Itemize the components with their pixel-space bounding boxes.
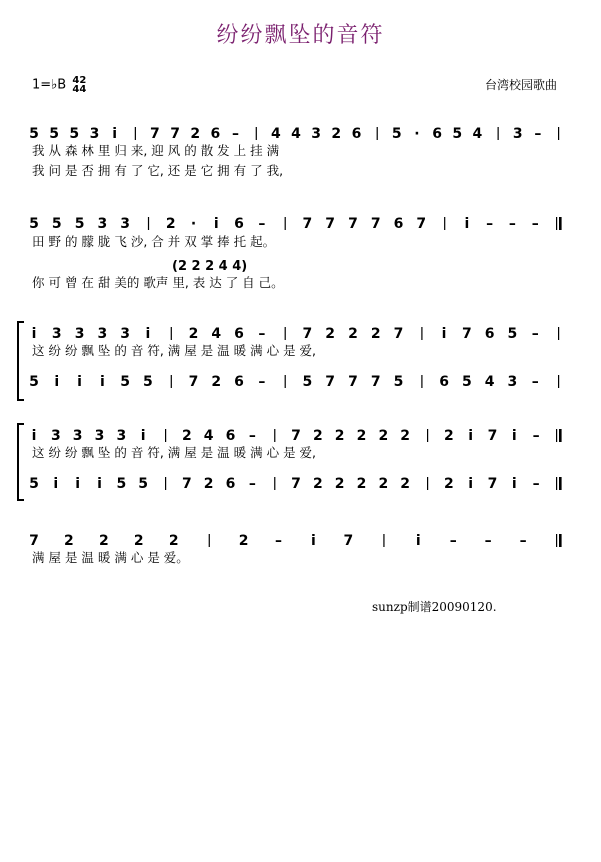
note: 6	[439, 374, 449, 390]
note: –	[258, 374, 266, 390]
note: 2	[203, 476, 214, 492]
note: 7	[348, 374, 358, 390]
note: 4	[472, 126, 483, 142]
note: 3	[311, 126, 322, 142]
barline	[427, 429, 428, 442]
note: 2	[370, 326, 381, 342]
note: 2	[400, 476, 411, 492]
barline	[209, 534, 210, 547]
note: i	[511, 428, 517, 444]
note: 3	[120, 216, 131, 232]
note: i	[140, 428, 146, 444]
meter-den-2: 4	[79, 84, 87, 95]
barline	[171, 375, 172, 388]
final-barline-thick	[559, 477, 562, 490]
note: 2	[348, 326, 358, 342]
note: i	[97, 476, 102, 492]
barline	[274, 477, 275, 490]
barline	[558, 327, 559, 340]
note: 2	[356, 428, 367, 444]
note: 2	[312, 428, 323, 444]
note: 5	[29, 216, 39, 232]
note: 6	[432, 126, 442, 142]
note: 7	[370, 374, 381, 390]
barline	[256, 127, 257, 140]
note: 3	[120, 326, 131, 342]
note: 3	[50, 428, 61, 444]
note: 6	[351, 126, 362, 142]
note: 5	[69, 126, 80, 142]
note: –	[275, 533, 283, 549]
note: 3	[512, 126, 523, 142]
final-barline-thick	[559, 429, 562, 442]
note: i	[75, 476, 81, 492]
note: 7	[343, 533, 354, 549]
note: 7	[416, 216, 427, 232]
note: 2	[378, 476, 389, 492]
note: 7	[181, 476, 192, 492]
note: i	[213, 216, 219, 232]
barline	[377, 127, 378, 140]
note: –	[484, 533, 492, 549]
note: 2	[400, 428, 411, 444]
barline	[171, 327, 172, 340]
note: 2	[312, 476, 323, 492]
note: 7	[325, 374, 336, 390]
note: 3	[116, 428, 127, 444]
note: –	[508, 216, 516, 232]
note: 3	[74, 326, 85, 342]
final-barline-thick	[559, 534, 562, 547]
note: i	[468, 476, 474, 492]
note: 4	[203, 428, 214, 444]
note: 2	[64, 533, 74, 549]
lyric-line: 我 从 森 林 里 归 来, 迎 风 的 散 发 上 挂 满	[32, 143, 280, 158]
note: 2	[211, 374, 222, 390]
note: i	[99, 374, 105, 390]
note: 6	[234, 326, 244, 342]
note: 3	[507, 374, 518, 390]
note: 6	[225, 476, 236, 492]
note: i	[31, 326, 37, 342]
note: 5	[302, 374, 313, 390]
barline	[498, 127, 499, 140]
inserted-phrase: (2 2 2 4 4)	[172, 259, 248, 274]
note: 2	[133, 533, 144, 549]
note: i	[511, 476, 517, 492]
lyric-line: 田 野 的 朦 胧 飞 沙, 合 并 双 掌 捧 托 起。	[32, 234, 276, 249]
note: 4	[291, 126, 301, 142]
note: 5	[391, 126, 402, 142]
barline	[274, 429, 275, 442]
note: 5	[452, 126, 463, 142]
transcriber-credit: sunzp制谱20090120.	[372, 600, 497, 614]
barline	[165, 429, 166, 442]
note: –	[248, 428, 256, 444]
note: 7	[291, 476, 301, 492]
note: 7	[170, 126, 180, 142]
note: 2	[238, 533, 249, 549]
note: 7	[150, 126, 160, 142]
note: i	[53, 476, 59, 492]
note: 6	[210, 126, 221, 142]
key-signature-text: 1=♭B	[32, 77, 67, 93]
note: 7	[461, 326, 472, 342]
meter-den-1: 4	[72, 84, 80, 95]
note: 6	[225, 428, 236, 444]
note: –	[258, 326, 266, 342]
note: –	[486, 216, 494, 232]
note: 2	[168, 533, 179, 549]
note: i	[145, 326, 151, 342]
note: ·	[190, 216, 197, 232]
note: i	[441, 326, 447, 342]
note: 4	[211, 326, 222, 342]
barline	[558, 375, 559, 388]
note: 2	[98, 533, 109, 549]
lyric-line: 这 纷 纷 飘 坠 的 音 符, 满 屋 是 温 暖 满 心 是 爱,	[32, 445, 317, 460]
note: 3	[89, 126, 100, 142]
note: 5	[461, 374, 472, 390]
final-barline-thin	[556, 429, 557, 442]
note: 4	[484, 374, 495, 390]
final-barline-thin	[556, 477, 557, 490]
note: 2	[165, 216, 176, 232]
note: 3	[97, 326, 108, 342]
note: 7	[29, 533, 39, 549]
barline	[285, 375, 286, 388]
note: 4	[270, 126, 281, 142]
note: 5	[393, 374, 404, 390]
note: 7	[291, 428, 301, 444]
song-source: 台湾校园歌曲	[484, 78, 557, 92]
barline	[558, 127, 559, 140]
note: 7	[325, 216, 336, 232]
barline	[165, 477, 166, 490]
note: –	[532, 428, 540, 444]
barline	[421, 327, 422, 340]
note: 2	[443, 428, 454, 444]
note: 6	[234, 374, 244, 390]
note: 5	[507, 326, 518, 342]
meter-num-2: 2	[79, 75, 87, 86]
note: 7	[370, 216, 381, 232]
note: i	[112, 126, 118, 142]
lyric-line: 你 可 曾 在 甜 美的 歌声 里, 表 达 了 自 己。	[32, 275, 284, 290]
final-barline-thin	[556, 534, 557, 547]
note: 2	[181, 428, 192, 444]
barline	[135, 127, 136, 140]
barline	[148, 217, 149, 230]
note: 3	[51, 326, 62, 342]
note: 3	[97, 216, 108, 232]
note: 2	[356, 476, 367, 492]
note: 2	[334, 476, 345, 492]
lyric-line: 满 屋 是 温 暖 满 心 是 爱。	[32, 550, 189, 565]
note: 5	[29, 476, 39, 492]
note: –	[532, 476, 540, 492]
barline	[285, 217, 286, 230]
note: 5	[143, 374, 153, 390]
part-bracket	[18, 424, 24, 500]
note: –	[248, 476, 256, 492]
note: –	[531, 216, 539, 232]
note: 2	[334, 428, 345, 444]
note: ·	[414, 126, 420, 142]
note: 3	[72, 428, 83, 444]
note: 2	[325, 326, 336, 342]
note: 5	[138, 476, 149, 492]
note: 5	[49, 126, 60, 142]
note: 7	[393, 326, 404, 342]
note: 2	[188, 326, 199, 342]
note: –	[258, 216, 266, 232]
note: 7	[487, 476, 498, 492]
note: 5	[51, 216, 62, 232]
note: 5	[29, 374, 39, 390]
note: 5	[74, 216, 85, 232]
lyric-line: 这 纷 纷 飘 坠 的 音 符, 满 屋 是 温 暖 满 心 是 爱,	[32, 343, 317, 358]
note: –	[534, 126, 542, 142]
note: i	[468, 428, 474, 444]
note: i	[311, 533, 316, 549]
note: i	[54, 374, 60, 390]
part-bracket	[18, 322, 24, 400]
note: i	[31, 428, 37, 444]
final-barline-thick	[559, 217, 562, 230]
note: 2	[190, 126, 201, 142]
note: i	[77, 374, 82, 390]
note: –	[531, 374, 539, 390]
note: 5	[120, 374, 131, 390]
lyric-line: 我 问 是 否 拥 有 了 它, 还 是 它 拥 有 了 我,	[32, 163, 284, 178]
note: 7	[302, 326, 313, 342]
note: 6	[393, 216, 404, 232]
note: –	[531, 326, 539, 342]
barline	[285, 327, 286, 340]
note: 6	[234, 216, 244, 232]
final-barline-thin	[556, 217, 557, 230]
barline	[427, 477, 428, 490]
note: –	[232, 126, 240, 142]
note: 3	[94, 428, 105, 444]
note: 7	[348, 216, 358, 232]
note: i	[464, 216, 470, 232]
note: 5	[116, 476, 127, 492]
note: 2	[378, 428, 389, 444]
song-title: 纷纷飘坠的音符	[216, 23, 385, 48]
barline	[383, 534, 384, 547]
note: 7	[302, 216, 313, 232]
meter-num-1: 4	[72, 75, 80, 86]
note: i	[415, 533, 421, 549]
note: 7	[487, 428, 498, 444]
barline	[444, 217, 445, 230]
note: 7	[188, 374, 199, 390]
note: –	[449, 533, 457, 549]
note: 2	[331, 126, 342, 142]
note: 2	[443, 476, 454, 492]
note: 5	[29, 126, 39, 142]
barline	[421, 375, 422, 388]
note: 6	[484, 326, 495, 342]
note: –	[519, 533, 527, 549]
